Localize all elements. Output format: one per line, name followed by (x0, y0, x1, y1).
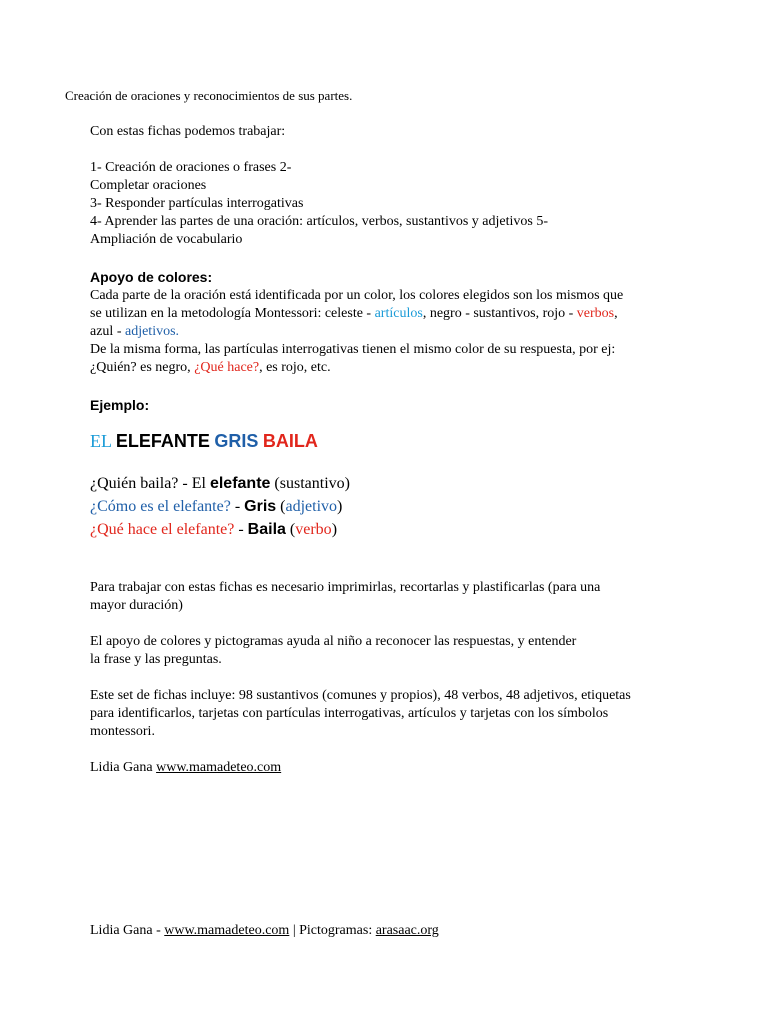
example-questions (90, 472, 350, 541)
list-line: 1- Creación de oraciones o frases 2- (90, 160, 292, 175)
doc-title: Creación de oraciones y reconocimientos de sus partes. (65, 88, 353, 103)
footer-website-link[interactable]: www.mamadeteo.com (164, 923, 290, 938)
example-sentence (90, 429, 318, 453)
apoyo-line: De la misma forma, las partículas interrogativas tienen el mismo color de su respuesta, por ej: (90, 342, 616, 357)
question-line (90, 518, 350, 541)
text: , (614, 306, 618, 321)
word-baila: BAILA (262, 431, 318, 451)
text: , negro - sustantivos, rojo - (422, 306, 577, 321)
author-name: Lidia Gana (90, 760, 157, 775)
text: ¿Quién baila? - (90, 475, 192, 492)
intro-text: Con estas fichas podemos trabajar: (90, 124, 286, 139)
answer-baila: Baila (247, 521, 286, 538)
question-que-hace: ¿Qué hace el elefante? (90, 521, 235, 538)
footer (90, 922, 439, 940)
text: ) (337, 498, 343, 515)
apoyo-line (90, 305, 623, 323)
apoyo-line (90, 323, 623, 341)
apoyo-paragraph (90, 287, 623, 377)
text: azul - (90, 324, 125, 339)
word-gris: GRIS (214, 431, 259, 451)
que-hace-word: ¿Qué hace? (194, 360, 260, 375)
apoyo-line (90, 359, 623, 377)
text: (sustantivo) (270, 475, 350, 492)
paragraph-line: montessori. (90, 724, 155, 739)
set-fichas-paragraph (90, 687, 631, 741)
text: se utilizan en la metodología Montessori: celeste - (90, 306, 375, 321)
para-trabajar-paragraph (90, 579, 600, 615)
verbos-word: verbos (576, 306, 615, 321)
list-line: Ampliación de vocabulario (90, 232, 243, 247)
footer-separator: | Pictogramas: (289, 923, 376, 938)
adjetivos-word: adjetivos. (124, 324, 180, 339)
text: , es rojo, etc. (259, 360, 331, 375)
articulos-word: artículos (374, 306, 423, 321)
text: ( (276, 498, 286, 515)
text: - (234, 521, 248, 538)
question-como: ¿Cómo es el elefante? (90, 498, 231, 515)
tag-verbo: verbo (295, 521, 332, 538)
question-line (90, 495, 350, 518)
work-list (90, 159, 548, 249)
list-line: Completar oraciones (90, 178, 207, 193)
tag-adjetivo: adjetivo (285, 498, 338, 515)
ejemplo-heading: Ejemplo: (90, 397, 150, 413)
paragraph-line: mayor duración) (90, 598, 183, 613)
apoyo-line: Cada parte de la oración está identificada por un color, los colores elegidos son los mismos que (90, 288, 624, 303)
apoyo-heading: Apoyo de colores: (90, 269, 213, 285)
website-link[interactable]: www.mamadeteo.com (156, 760, 282, 775)
question-line (90, 472, 350, 495)
text: El (191, 475, 210, 492)
list-line: 4- Aprender las partes de una oración: artículos, verbos, sustantivos y adjetivos 5- (90, 214, 548, 229)
paragraph-line: El apoyo de colores y pictogramas ayuda al niño a reconocer las respuestas, y entender (90, 634, 577, 649)
signature (90, 759, 281, 777)
paragraph-line: Este set de fichas incluye: 98 sustantivos (comunes y propios), 48 verbos, 48 adjetivos, etiquetas (90, 688, 631, 703)
text: ( (285, 521, 296, 538)
text: - (230, 498, 245, 515)
text: ¿Quién? es negro, (90, 360, 195, 375)
paragraph-line: para identificarlos, tarjetas con partículas interrogativas, artículos y tarjetas con los símbolos (90, 706, 609, 721)
answer-gris: Gris (244, 498, 277, 515)
list-line: 3- Responder partículas interrogativas (90, 196, 304, 211)
apoyo-pictogramas-paragraph (90, 633, 576, 669)
paragraph-line: Para trabajar con estas fichas es necesario imprimirlas, recortarlas y plastificarlas (para una (90, 580, 601, 595)
arasaac-link[interactable]: arasaac.org (375, 923, 439, 938)
footer-author: Lidia Gana - (90, 923, 165, 938)
text: ) (331, 521, 338, 538)
answer-elefante: elefante (209, 475, 271, 492)
word-el: EL (90, 431, 112, 451)
word-elefante: ELEFANTE (115, 431, 210, 451)
paragraph-line: la frase y las preguntas. (90, 652, 222, 667)
